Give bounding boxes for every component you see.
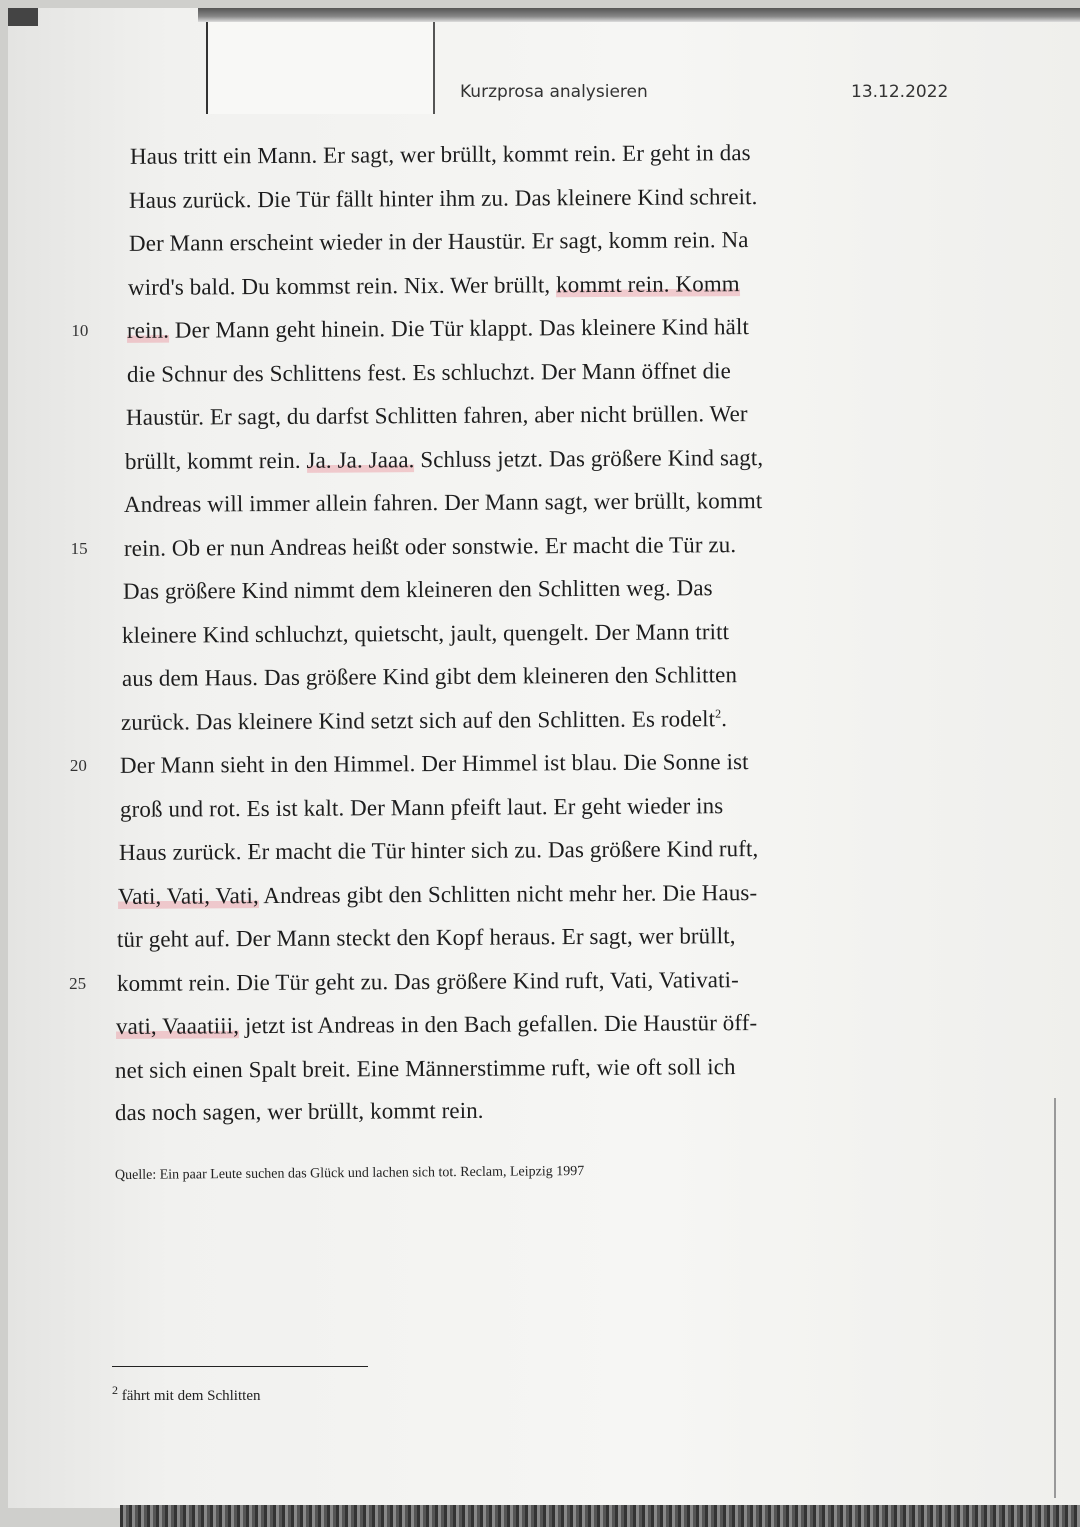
line-text: Der Mann sieht in den Himmel. Der Himmel ist blau. Die Sonne ist <box>120 749 749 778</box>
text-line <box>125 445 763 475</box>
line-text: net sich einen Spalt breit. Eine Männerstimme ruft, wie oft soll ich <box>115 1053 736 1083</box>
text-line <box>124 488 762 518</box>
line-text: kommt rein. Die Tür geht zu. Das größere Kind ruft, Vati, Vativati- <box>116 966 739 996</box>
text-line <box>126 358 730 388</box>
line-text: wird's bald. Du kommst rein. Nix. Wer brüllt, <box>127 271 557 300</box>
line-text: Der Mann geht hinein. Die Tür klappt. Das kleinere Kind hält <box>169 314 750 343</box>
line-text: das noch sagen, wer brüllt, kommt rein. <box>114 1097 484 1126</box>
line-text: Haus zurück. Er macht die Tür hinter sich zu. Das größere Kind ruft, <box>118 836 759 865</box>
highlighted-text: Vati, Vati, Vati, <box>118 882 259 909</box>
line-text: Andreas will immer allein fahren. Der Mann sagt, wer brüllt, kommt <box>124 488 763 517</box>
line-text: Schluss jetzt. Das größere Kind sagt, <box>414 444 764 472</box>
text-line <box>120 749 749 779</box>
footnote-mark: 2 <box>112 1383 118 1397</box>
line-text: Der Mann erscheint wieder in der Haustür. Er sagt, komm rein. Na <box>128 227 749 256</box>
text-line <box>119 836 758 866</box>
line-text: brüllt, kommt rein. <box>125 447 307 474</box>
text-line <box>115 1054 736 1084</box>
text-line <box>117 923 736 953</box>
paper-scrap <box>206 22 435 114</box>
line-number: 20 <box>69 756 87 775</box>
page-edge <box>1054 1098 1056 1498</box>
text-line <box>129 227 749 257</box>
highlighted-text: vati, Vaaatiii, <box>115 1013 240 1039</box>
line-text: Andreas gibt den Schlitten nicht mehr her. Die Haus- <box>258 879 758 908</box>
text-line <box>116 1010 757 1040</box>
line-text: . <box>721 705 728 731</box>
line-text: Haus tritt ein Mann. Er sagt, wer brüllt, kommt rein. Er geht in das <box>129 140 751 169</box>
text-line <box>122 619 729 649</box>
text-line <box>117 967 739 997</box>
text-line <box>118 880 757 910</box>
highlighted-text: rein. <box>127 317 170 343</box>
text-line <box>124 532 736 562</box>
header-date: 13.12.2022 <box>851 82 949 102</box>
line-text: Das größere Kind nimmt dem kleineren den Schlitten weg. Das <box>122 575 713 604</box>
footnote-ref: 2 <box>714 706 722 721</box>
line-text: zurück. Das kleinere Kind setzt sich auf den Schlitten. Es rodelt <box>120 705 716 735</box>
line-text: aus dem Haus. Das größere Kind gibt dem kleineren den Schlitten <box>121 662 737 691</box>
highlighted-text: Ja. Ja. Jaaa. <box>306 446 415 473</box>
highlighted-text: kommt rein. Komm <box>555 270 740 297</box>
line-number: 15 <box>70 538 88 558</box>
line-text: rein. Ob er nun Andreas heißt oder sonstwie. Er macht die Tür zu. <box>123 531 736 561</box>
photo-edge <box>8 8 38 26</box>
line-text: groß und rot. Es ist kalt. Der Mann pfeift laut. Er geht wieder ins <box>119 792 723 822</box>
text-line <box>126 401 748 431</box>
text-line <box>130 140 751 170</box>
line-number: 10 <box>71 321 89 340</box>
text-line <box>129 184 758 214</box>
footnote-rule <box>112 1366 368 1367</box>
photo-edge-bottom <box>120 1505 1080 1527</box>
line-text: Haustür. Er sagt, du darfst Schlitten fahren, aber nicht brüllen. Wer <box>125 401 748 430</box>
photo-edge-top <box>198 8 1080 22</box>
line-text: tür geht auf. Der Mann steckt den Kopf heraus. Er sagt, wer brüllt, <box>117 923 737 952</box>
footnote-text: fährt mit dem Schlitten <box>118 1388 261 1404</box>
text-line <box>119 793 722 823</box>
line-text: Haus zurück. Die Tür fällt hinter ihm zu. Das kleinere Kind schreit. <box>129 183 758 213</box>
line-text: kleinere Kind schluchzt, quietscht, jault, quengelt. Der Mann tritt <box>122 618 730 648</box>
text-line <box>123 575 713 605</box>
text-line <box>128 271 740 301</box>
line-text: jetzt ist Andreas in den Bach gefallen. Die Haustür öff- <box>239 1010 758 1039</box>
text-line <box>121 706 727 736</box>
line-text: die Schnur des Schlittens fest. Es schluchzt. Der Mann öffnet die <box>126 357 731 387</box>
text-line <box>115 1098 484 1126</box>
text-line <box>127 314 749 344</box>
text-line <box>122 662 737 692</box>
line-number: 25 <box>69 973 87 993</box>
source-citation: Quelle: Ein paar Leute suchen das Glück und lachen sich tot. Reclam, Leipzig 1997 <box>114 1163 585 1184</box>
footnote <box>112 1383 260 1405</box>
header-title: Kurzprosa analysieren <box>460 82 648 102</box>
